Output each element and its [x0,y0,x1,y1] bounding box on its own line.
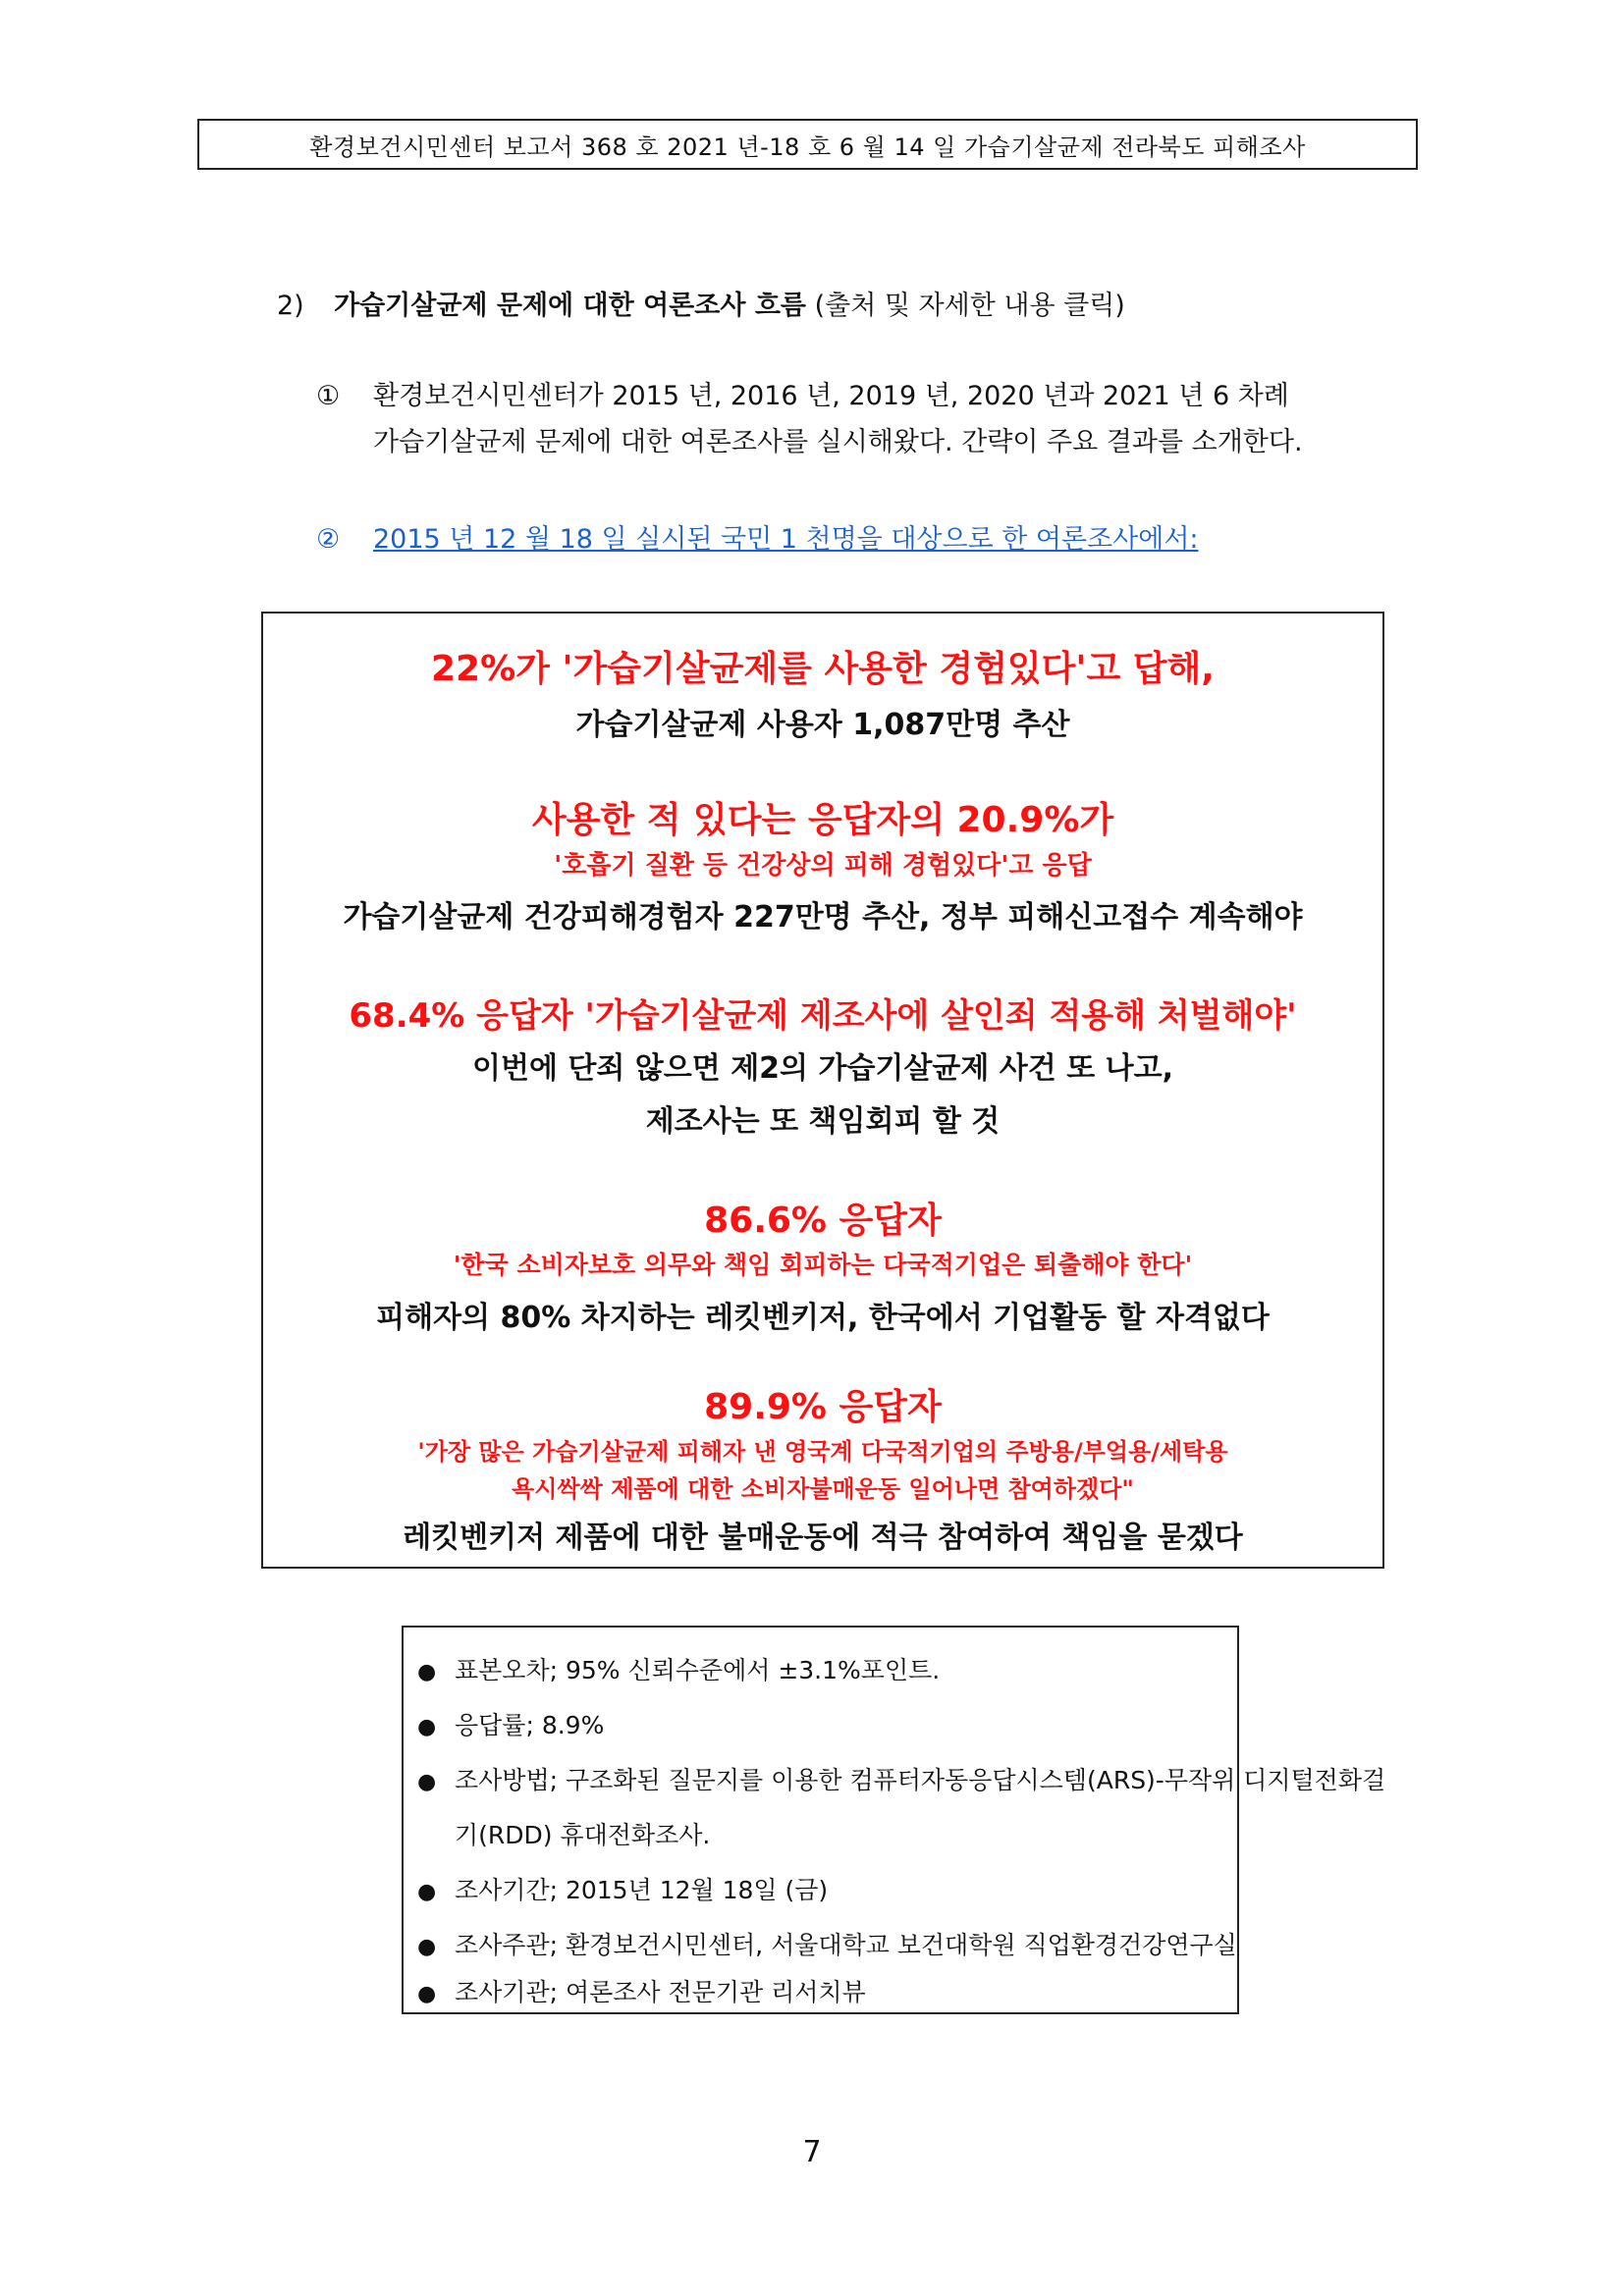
page-number: 7 [802,2135,822,2169]
survey-info-box [402,1626,1386,2014]
bullet-icon: ● [417,1770,437,1794]
poll-detail-3a: 이번에 단죄 않으면 제2의 가습기살균제 사건 또 나고, [472,1051,1173,1086]
survey-row-method: ● 조사방법; 구조화된 질문지를 이용한 컴퓨터자동응답시스템(ARS)-무작위 디지털전화걸 [417,1766,1386,1794]
survey-row-response-rate: ● 응답률; 8.9% [417,1711,605,1739]
list-item-1 [316,373,1303,465]
section-number: 2) [277,291,304,321]
poll-detail-4: 피해자의 80% 차지하는 레킷벤키저, 한국에서 기업활동 할 자격없다 [376,1301,1270,1335]
poll-headline-4: 86.6% 응답자 [704,1201,942,1241]
item-2-link[interactable]: 2015 년 12 월 18 일 실시된 국민 1 천명을 대상으로 한 여론조사에서: [373,524,1199,555]
item-1-line-2: 가습기살균제 문제에 대한 여론조사를 실시해왔다. 간략이 주요 결과를 소개한다. [373,427,1303,457]
survey-row-error: ● 표본오차; 95% 신뢰수준에서 ±3.1%포인트. [417,1656,941,1684]
poll-headline-2: 사용한 적 있다는 응답자의 20.9%가 [531,800,1114,840]
poll-subline-5b: 욕시싹싹 제품에 대한 소비자불매운동 일어나면 참여하겠다" [512,1475,1134,1503]
poll-subline-5a: '가장 많은 가습기살균제 피해자 낸 영국계 다국적기업의 주방용/부엌용/세탁용 [417,1438,1228,1466]
poll-subline-2: '호흡기 질환 등 건강상의 피해 경험있다'고 응답 [554,851,1092,881]
bullet-icon: ● [417,1715,437,1739]
circled-number-2: ② [316,524,341,555]
survey-row-period: ● 조사기간; 2015년 12월 18일 (금) [417,1876,829,1904]
list-item-2[interactable] [316,516,1199,562]
report-header-title: 환경보건시민센터 보고서 368 호 2021 년-18 호 6 월 14 일 가습기살균제 전라북도 피해조사 [309,133,1306,161]
poll-subline-4: '한국 소비자보호 의무와 책임 회피하는 다국적기업은 퇴출해야 한다' [453,1251,1193,1279]
survey-row-method-continued: 기(RDD) 휴대전화조사. [455,1821,711,1849]
poll-headline-1: 22%가 '가습기살균제를 사용한 경험있다'고 답해, [431,649,1215,689]
section-title-link[interactable]: (출처 및 자세한 내용 클릭) [814,291,1125,321]
survey-row-agency: ● 조사기관; 여론조사 전문기관 리서치뷰 [417,1978,866,2006]
poll-detail-2: 가습기살균제 건강피해경험자 227만명 추산, 정부 피해신고접수 계속해야 [343,900,1303,934]
survey-row-organizer: ● 조사주관; 환경보건시민센터, 서울대학교 보건대학원 직업환경건강연구실 [417,1931,1237,1959]
bullet-icon: ● [417,1982,437,2006]
poll-detail-3b: 제조사는 또 책임회피 할 것 [645,1104,1001,1139]
bullet-icon: ● [417,1880,437,1904]
item-1-line-1: 환경보건시민센터가 2015 년, 2016 년, 2019 년, 2020 년과 2021 년 6 차례 [373,381,1289,411]
bullet-icon: ● [417,1935,437,1959]
poll-detail-5: 레킷벤키저 제품에 대한 불매운동에 적극 참여하여 책임을 묻겠다 [403,1521,1243,1555]
bullet-icon: ● [417,1660,437,1684]
poll-results-box [261,612,1384,1569]
poll-headline-3: 68.4% 응답자 '가습기살균제 제조사에 살인죄 적용해 처벌해야' [349,996,1297,1036]
report-header [197,119,1418,170]
circled-number-1: ① [316,381,341,411]
poll-headline-5: 89.9% 응답자 [704,1387,942,1427]
section-title-bold: 가습기살균제 문제에 대한 여론조사 흐름 [334,291,806,321]
poll-detail-1: 가습기살균제 사용자 1,087만명 추산 [575,708,1070,742]
section-heading [277,284,1125,322]
